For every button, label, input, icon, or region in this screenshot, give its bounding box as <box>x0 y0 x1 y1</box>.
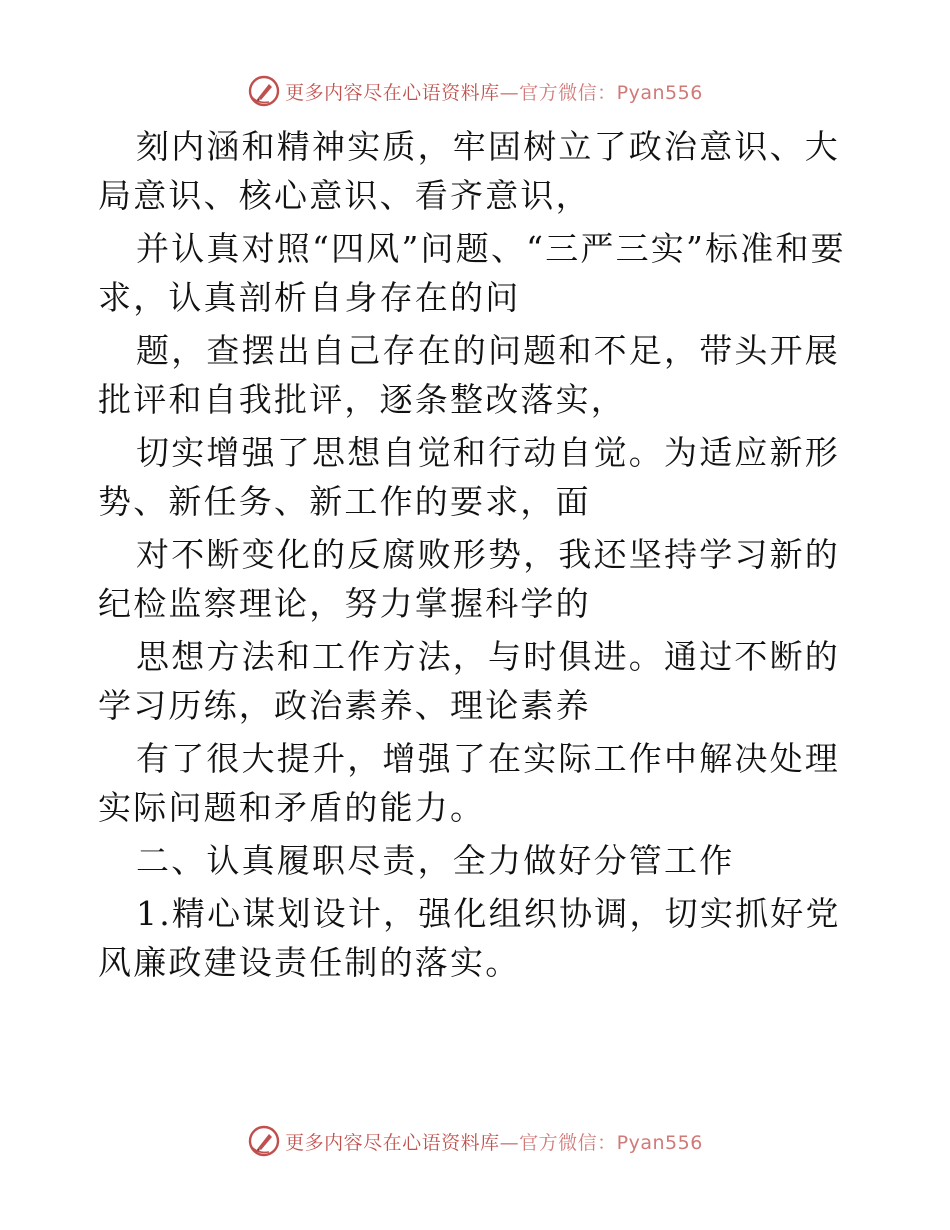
paragraph: 切实增强了思想自觉和行动自觉。为适应新形势、新任务、新工作的要求，面 <box>98 433 840 521</box>
header-watermark-inner <box>247 74 703 108</box>
paragraph: 有了很大提升，增强了在实际工作中解决处理实际问题和矛盾的能力。 <box>98 739 840 827</box>
watermark-separator: — <box>499 1131 520 1154</box>
watermark-contact: 官方微信：Pyan556 <box>519 81 703 104</box>
header-watermark-text <box>285 78 703 105</box>
watermark-site-name: 更多内容尽在心语资料库 <box>285 81 500 104</box>
subsection-heading: 1.精心谋划设计，强化组织协调，切实抓好党风廉政建设责任制的落实。 <box>98 894 841 982</box>
watermark-site-name: 更多内容尽在心语资料库 <box>285 1131 500 1154</box>
paragraph: 刻内涵和精神实质，牢固树立了政治意识、大局意识、核心意识、看齐意识， <box>98 127 840 215</box>
footer-watermark-inner <box>247 1124 703 1158</box>
paragraph: 思想方法和工作方法，与时俱进。通过不断的学习历练，政治素养、理论素养 <box>98 637 840 725</box>
watermark-separator: — <box>499 81 520 104</box>
document-body <box>98 122 858 991</box>
watermark-contact: 官方微信：Pyan556 <box>519 1131 703 1154</box>
paragraph: 题，查摆出自己存在的问题和不足，带头开展批评和自我批评，逐条整改落实， <box>98 331 840 419</box>
paragraph: 对不断变化的反腐败形势，我还坚持学习新的纪检监察理论，努力掌握科学的 <box>98 535 840 623</box>
circle-pen-logo-icon <box>247 1124 281 1158</box>
footer-watermark <box>0 1121 950 1161</box>
paragraph: 并认真对照“四风”问题、“三严三实”标准和要求，认真剖析自身存在的问 <box>98 229 846 317</box>
header-watermark <box>0 71 950 111</box>
circle-pen-logo-icon <box>247 74 281 108</box>
section-heading: 二、认真履职尽责，全力做好分管工作 <box>136 841 735 880</box>
footer-watermark-text <box>285 1128 703 1155</box>
